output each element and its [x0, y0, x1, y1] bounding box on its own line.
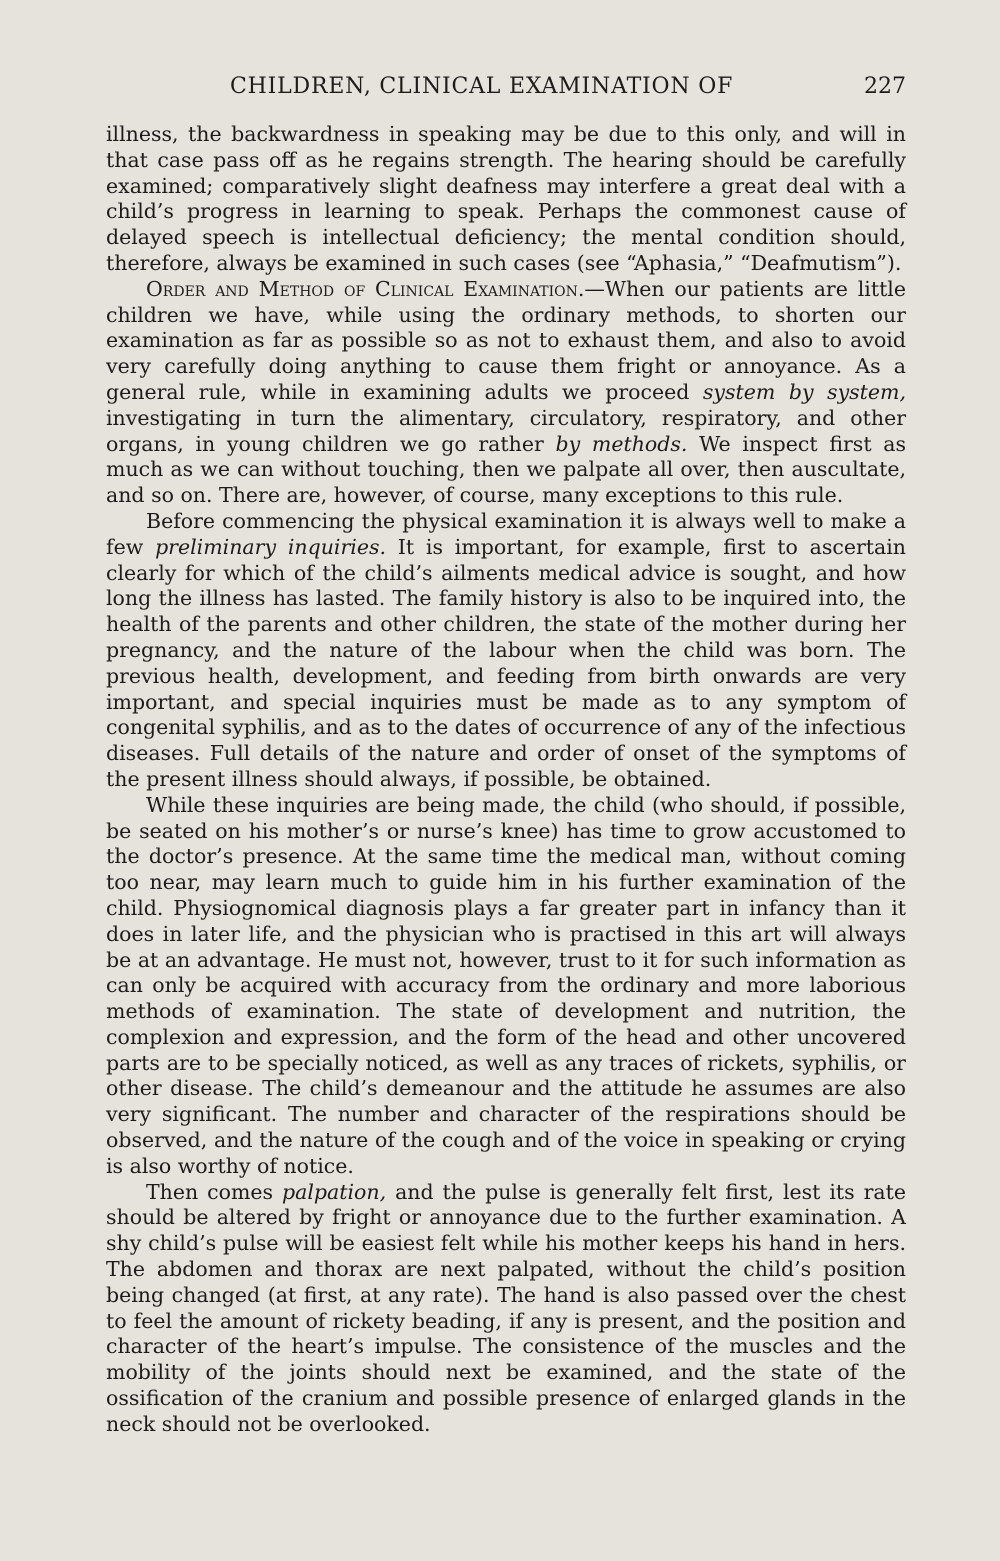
paragraph-2 [106, 277, 906, 509]
paragraph-2-italic-2: by methods. [555, 431, 688, 456]
paragraph-5-text-2: and the pulse is generally felt first, lest its rate should be altered by fright or annoyance due to the further examination. A shy child’s pulse will be easiest felt while his mother keeps his hand in hers. The abdomen and thorax are next palpated, without the child’s position being changed (at first, at any rate). The hand is also passed over the chest to feel the amount of rickety beading, if any is present, and the position and character of the heart’s impulse. The consistence of the muscles and the mobility of the joints should next be examined, and the state of the ossification of the cranium and possible presence of enlarged glands in the neck should not be overlooked. [106, 1179, 906, 1436]
section-heading: Order and Method of Clinical Examination. [146, 276, 585, 301]
paragraph-3-italic-1: preliminary inquiries. [155, 534, 386, 559]
paragraph-5-italic-1: palpation, [282, 1179, 387, 1204]
paragraph-2-italic-1: system by system, [702, 379, 906, 404]
paragraph-4: While these inquiries are being made, the child (who should, if possible, be seated on his mother’s or nurse’s knee) has time to grow accustomed to the doctor’s presence. At the same time the medical man, without coming too near, may learn much to guide him in his further examination of the child. Physiognomical diagnosis plays a far greater part in infancy than it does in later life, and the physician who is practised in this art will always be at an advantage. He must not, however, trust to it for such information as can only be acquired with accuracy from the ordinary and more laborious methods of examination. The state of development and nutrition, the complexion and expression, and the form of the head and other uncovered parts are to be specially noticed, as well as any traces of rickets, syphilis, or other disease. The child’s demeanour and the attitude he assumes are also very significant. The number and character of the respirations should be observed, and the nature of the cough and of the voice in speaking or crying is also worthy of notice. [106, 792, 906, 1178]
paragraph-3-text-1: Before commencing the physical examination it is always well to make a few [106, 508, 906, 559]
running-title: CHILDREN, CLINICAL EXAMINATION OF [230, 74, 734, 99]
page-header [106, 74, 906, 108]
paragraph-2-text-3: We inspect first as much as we can without touching, then we palpate all over, then auscultate, and so on. There are, however, of course, many exceptions to this rule. [106, 431, 907, 508]
page-number: 227 [864, 74, 906, 99]
paragraph-3-text-2: It is important, for example, first to ascertain clearly for which of the child’s ailments medical advice is sought, and how long the illness has lasted. The family history is also to be inquired into, the health of the parents and other children, the state of the mother during her pregnancy, and the nature of the labour when the child was born. The previous health, development, and feeding from birth onwards are very important, and special inquiries must be made as to any symptom of congenital syphilis, and as to the dates of occurrence of any of the infectious diseases. Full details of the nature and order of onset of the symptoms of the present illness should always, if possible, be obtained. [106, 534, 906, 791]
paragraph-3 [106, 509, 906, 793]
paragraph-1: illness, the backwardness in speaking may be due to this only, and will in that case pass off as he regains strength. The hearing should be carefully examined; comparatively slight deafness may interfere a great deal with a child’s progress in learning to speak. Perhaps the commonest cause of delayed speech is intellectual deficiency; the mental condition should, therefore, always be examined in such cases (see “Aphasia,” “Deafmutism”). [106, 122, 906, 275]
paragraph-5-text-1: Then comes [146, 1179, 283, 1204]
paragraph-2-text-2: investigating in turn the alimentary, circulatory, respiratory, and other organs, in young children we go rather [106, 405, 906, 456]
body-text [106, 122, 906, 1438]
paragraph-5 [106, 1180, 906, 1438]
paragraph-2-text-1: —When our patients are little children we have, while using the ordinary methods, to shorten our examination as far as possible so as not to exhaust them, and also to avoid very carefully doing anything to cause them fright or annoyance. As a general rule, while in examining adults we proceed [106, 276, 906, 404]
